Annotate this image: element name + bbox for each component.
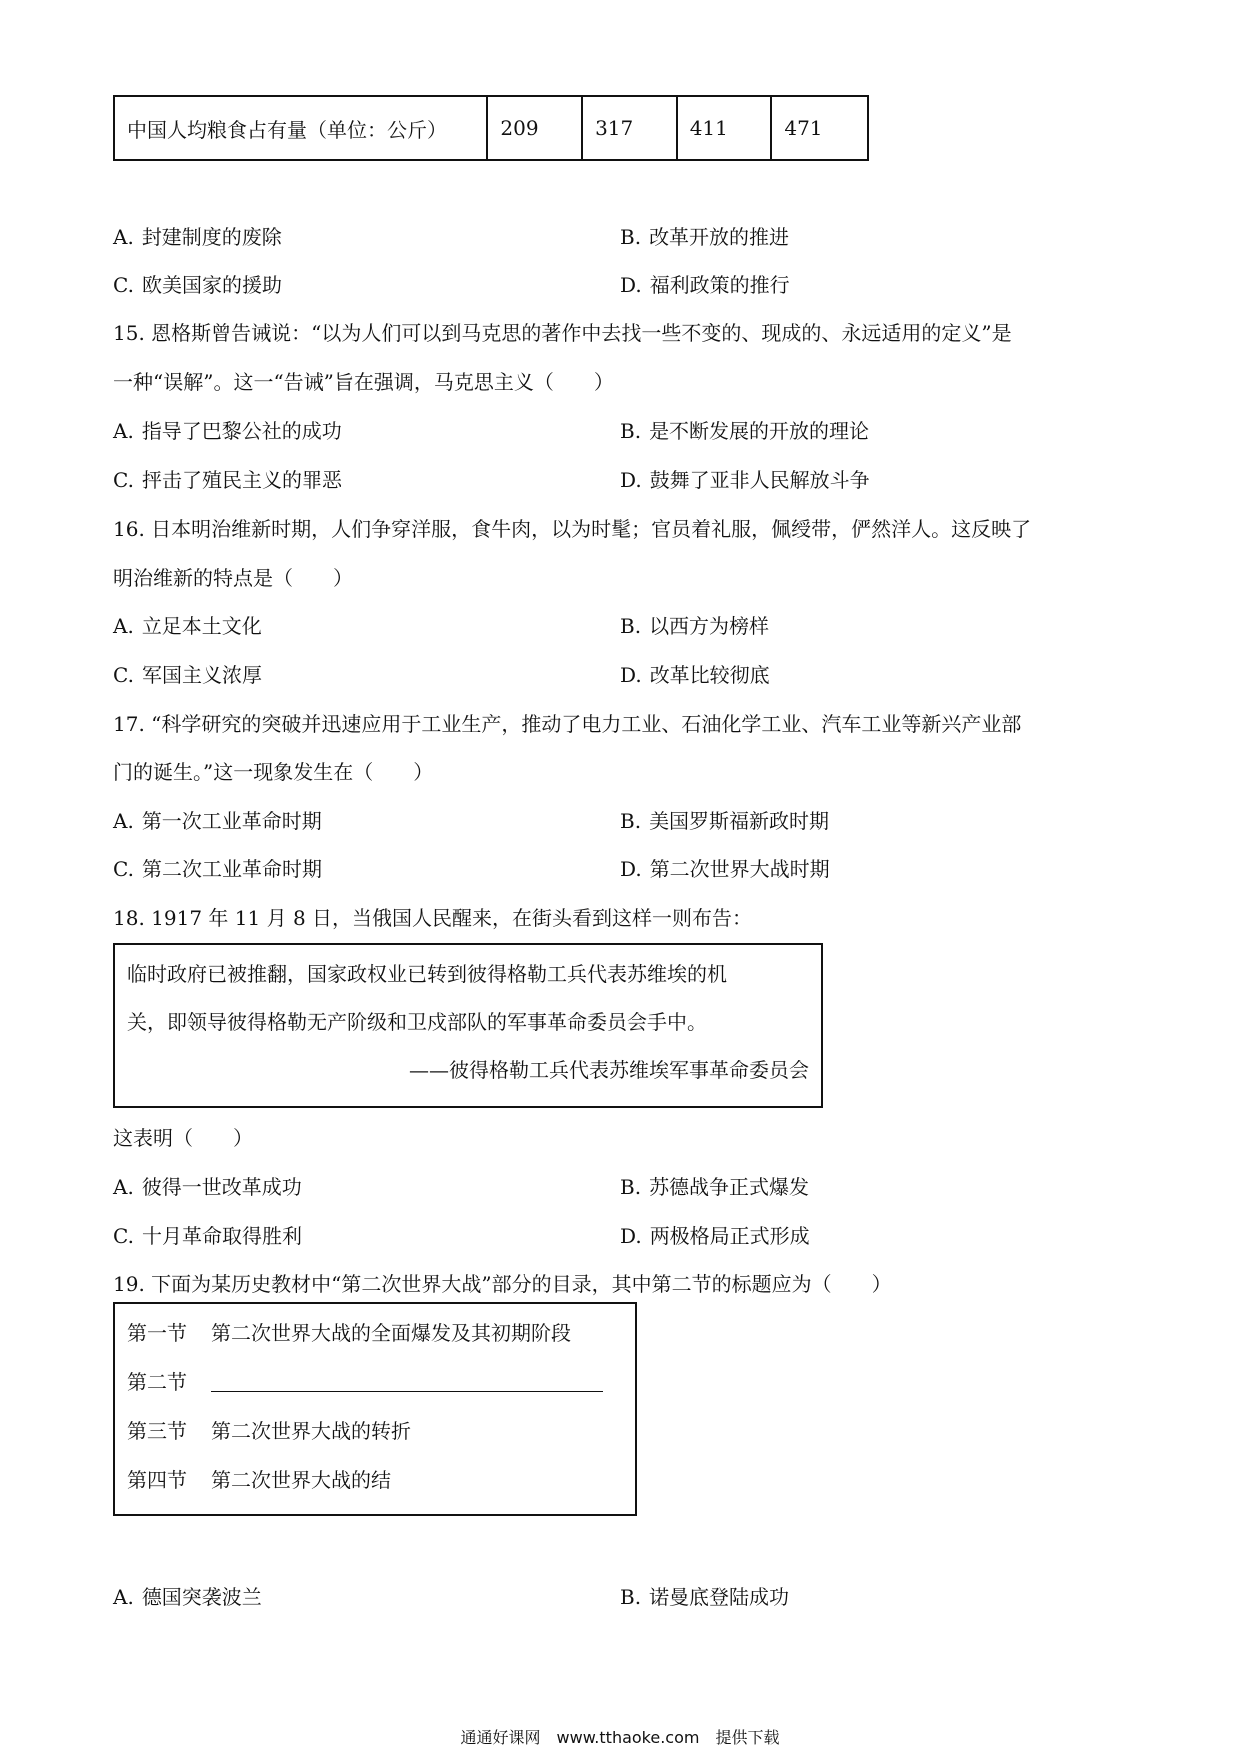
q15-option-c[interactable] (113, 465, 342, 495)
q17-stem-line1: 17. “科学研究的突破并迅速应用于工业生产，推动了电力工业、石油化学工业、汽车工业等新兴产业部 (113, 712, 1022, 736)
table-value-cell: 411 (678, 97, 773, 159)
proclamation-box (113, 943, 823, 1108)
option-text: 德国突袭波兰 (141, 1585, 262, 1609)
q16-stem-line1: 16. 日本明治维新时期，人们争穿洋服，食牛肉，以为时髦；官员着礼服，佩绶带，俨然洋人。这反映了 (113, 517, 1032, 541)
option-text: 是不断发展的开放的理论 (649, 419, 870, 443)
q15-stem-line2: 一种“误解”。这一“告诫”旨在强调，马克思主义（ ） (113, 370, 614, 394)
table-label-cell: 中国人均粮食占有量（单位：公斤） (115, 97, 488, 159)
q16-option-c[interactable] (113, 660, 262, 690)
toc-row (127, 1367, 603, 1397)
q18-stem-line1: 18. 1917 年 11 月 8 日，当俄国人民醒来，在街头看到这样一则布告： (113, 906, 753, 930)
option-letter: B. (620, 1585, 642, 1609)
table-value-cell: 471 (784, 116, 823, 140)
option-text: 欧美国家的援助 (141, 273, 282, 297)
q15-stem-line1: 15. 恩格斯曾告诫说：“以为人们可以到马克思的著作中去找一些不变的、现成的、永远适用的定义”是 (113, 321, 1012, 345)
option-text: 第二次世界大战时期 (649, 857, 830, 881)
proclamation-line2: 关，即领导彼得格勒无产阶级和卫戍部队的军事革命委员会手中。 (127, 1010, 707, 1034)
q14-option-b[interactable] (620, 222, 789, 252)
grain-per-capita-table (113, 95, 869, 161)
option-letter: D. (620, 663, 642, 687)
option-letter: A. (113, 419, 134, 443)
q15-option-d[interactable] (620, 465, 870, 495)
toc-section-title: 第二次世界大战的转折 (211, 1419, 411, 1443)
option-letter: A. (113, 1585, 134, 1609)
proclamation-signature: ——彼得格勒工兵代表苏维埃军事革命委员会 (409, 1058, 809, 1082)
option-text: 福利政策的推行 (649, 273, 790, 297)
option-letter: C. (113, 468, 134, 492)
q17-stem-line2: 门的诞生。”这一现象发生在（ ） (113, 760, 434, 784)
option-text: 第二次工业革命时期 (141, 857, 322, 881)
option-text: 彼得一世改革成功 (141, 1175, 302, 1199)
table-value-cell: 317 (583, 97, 678, 159)
option-letter: C. (113, 273, 134, 297)
toc-row (127, 1318, 571, 1348)
toc-section-number: 第三节 (127, 1419, 187, 1443)
option-letter: C. (113, 857, 134, 881)
page-footer: 通通好课网 www.tthaoke.com 提供下载 (460, 1728, 780, 1747)
option-text: 指导了巴黎公社的成功 (141, 419, 342, 443)
q19-stem-line1: 19. 下面为某历史教材中“第二次世界大战”部分的目录，其中第二节的标题应为（ ） (113, 1272, 892, 1296)
option-text: 改革比较彻底 (649, 663, 770, 687)
q14-option-a[interactable] (113, 222, 282, 252)
proclamation-line1: 临时政府已被推翻，国家政权业已转到彼得格勒工兵代表苏维埃的机 (127, 962, 727, 986)
option-text: 抨击了殖民主义的罪恶 (141, 468, 342, 492)
option-text: 以西方为榜样 (649, 614, 770, 638)
toc-section-number: 第二节 (127, 1370, 187, 1394)
q16-option-a[interactable] (113, 611, 262, 641)
q14-option-c[interactable] (113, 270, 282, 300)
q17-option-d[interactable] (620, 854, 830, 884)
toc-section-number: 第四节 (127, 1468, 187, 1492)
option-letter: D. (620, 468, 642, 492)
option-text: 诺曼底登陆成功 (649, 1585, 790, 1609)
q14-option-d[interactable] (620, 270, 790, 300)
q17-option-a[interactable] (113, 806, 322, 836)
q19-option-a[interactable] (113, 1582, 262, 1612)
option-text: 封建制度的废除 (141, 225, 282, 249)
option-letter: B. (620, 614, 642, 638)
option-letter: A. (113, 614, 134, 638)
option-text: 改革开放的推进 (649, 225, 790, 249)
q16-option-d[interactable] (620, 660, 770, 690)
toc-section-title: 第二次世界大战的结 (211, 1468, 391, 1492)
option-text: 苏德战争正式爆发 (649, 1175, 810, 1199)
q19-option-b[interactable] (620, 1582, 789, 1612)
q17-option-b[interactable] (620, 806, 829, 836)
option-letter: B. (620, 809, 642, 833)
toc-section-title: 第二次世界大战的全面爆发及其初期阶段 (211, 1321, 571, 1345)
table-value-cell: 209 (488, 97, 583, 159)
q15-option-b[interactable] (620, 416, 869, 446)
option-letter: A. (113, 225, 134, 249)
q18-option-a[interactable] (113, 1172, 302, 1202)
q16-stem-line2: 明治维新的特点是（ ） (113, 566, 353, 590)
option-letter: A. (113, 1175, 134, 1199)
option-text: 美国罗斯福新政时期 (649, 809, 830, 833)
option-letter: C. (113, 663, 134, 687)
option-letter: B. (620, 419, 642, 443)
q18-stem-after: 这表明（ ） (113, 1126, 253, 1150)
option-letter: D. (620, 273, 642, 297)
option-text: 第一次工业革命时期 (141, 809, 322, 833)
q18-option-b[interactable] (620, 1172, 809, 1202)
option-letter: D. (620, 1224, 642, 1248)
q18-option-c[interactable] (113, 1221, 302, 1251)
toc-row (127, 1416, 411, 1446)
q15-option-a[interactable] (113, 416, 342, 446)
option-text: 两极格局正式形成 (649, 1224, 810, 1248)
option-text: 十月革命取得胜利 (141, 1224, 302, 1248)
q16-option-b[interactable] (620, 611, 769, 641)
option-letter: D. (620, 857, 642, 881)
option-letter: B. (620, 1175, 642, 1199)
toc-section-number: 第一节 (127, 1321, 187, 1345)
toc-row (127, 1465, 391, 1495)
option-text: 军国主义浓厚 (141, 663, 262, 687)
toc-blank-line (211, 1367, 603, 1392)
q17-option-c[interactable] (113, 854, 322, 884)
table-of-contents-box (113, 1302, 637, 1516)
option-letter: A. (113, 809, 134, 833)
option-text: 鼓舞了亚非人民解放斗争 (649, 468, 870, 492)
option-text: 立足本土文化 (141, 614, 262, 638)
q18-option-d[interactable] (620, 1221, 810, 1251)
option-letter: B. (620, 225, 642, 249)
option-letter: C. (113, 1224, 134, 1248)
